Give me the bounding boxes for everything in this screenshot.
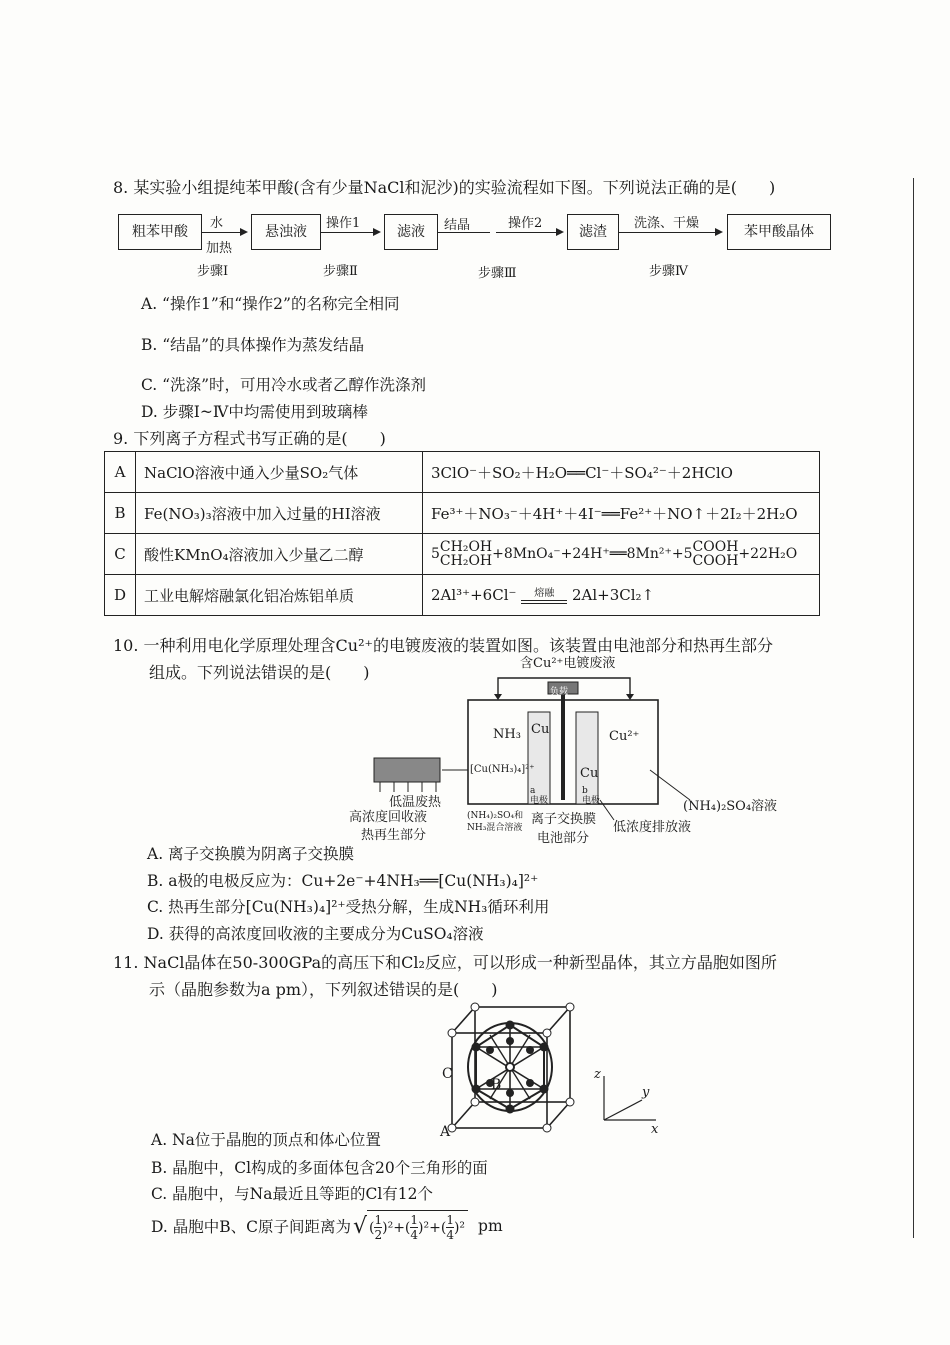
q8-option-c: C. “洗涤”时，可用冷水或者乙醇作洗涤剂 <box>141 376 427 394</box>
label-nh3: NH₃ <box>493 727 521 742</box>
row-equation <box>423 534 820 575</box>
table-row <box>105 534 820 575</box>
flow-step-3: 步骤Ⅲ <box>478 266 517 281</box>
label-low-temp-heat: 低温废热 <box>389 795 442 810</box>
flow-arrow-2 <box>321 232 379 233</box>
q11-option-b: B. 晶胞中，Cl构成的多面体包含20个三角形的面 <box>151 1159 488 1177</box>
row-key: C <box>105 534 136 575</box>
flow-arrow-4 <box>619 232 721 233</box>
fraction-2-den: 4 <box>410 1228 419 1242</box>
flow-box-crystal: 苯甲酸晶体 <box>727 214 831 250</box>
label-discharge: 低浓度排放液 <box>613 820 692 835</box>
flow-label-op1: 操作1 <box>326 216 361 231</box>
axes-svg <box>598 1070 668 1130</box>
q10-option-a: A. 离子交换膜为阴离子交换膜 <box>147 845 355 863</box>
sqrt-radicand: ( $\frac{1}{2}$ )²+( $\frac{1}{4}$ )²+( $\frac{1}{4}$ )² <box>367 1210 468 1242</box>
atom-label-a: A <box>440 1124 451 1140</box>
label-mix-solution: (NH₄)₂SO₄和 NH₃混合溶液 <box>467 811 524 833</box>
eq-oxalic-bottom: COOH <box>692 553 739 569</box>
axis-label-x: x <box>651 1122 659 1137</box>
fraction-3 <box>446 1213 454 1242</box>
table-row <box>105 493 820 534</box>
eq-middle: +8MnO₄⁻+24H⁺══8Mn²⁺+5 <box>492 546 693 562</box>
label-cu-ion: Cu²⁺ <box>609 729 640 744</box>
flow-label-water: 水 <box>210 216 224 231</box>
q10-option-b: B. a极的电极反应为：Cu+2e⁻+4NH₃══[Cu(NH₃)₄]²⁺ <box>147 872 539 890</box>
row-description: Fe(NO₃)₃溶液中加入过量的HI溶液 <box>136 493 423 534</box>
fraction-2 <box>410 1213 418 1242</box>
flow-arrow-3 <box>496 232 562 233</box>
eq-glycol <box>440 540 492 568</box>
flow-box-crude: 粗苯甲酸 <box>118 214 202 250</box>
fraction-1-num: 1 <box>374 1213 383 1227</box>
sqrt-sign: √ <box>352 1213 368 1239</box>
q11-stem-line2: 示（晶胞参数为a pm），下列叙述错误的是( ) <box>149 980 498 999</box>
label-thermal: 热再生部分 <box>361 828 427 843</box>
q8-option-b: B. “结晶”的具体操作为蒸发结晶 <box>141 336 365 354</box>
atom-label-c: C <box>442 1066 453 1082</box>
q8-option-d: D. 步骤Ⅰ~Ⅳ中均需使用到玻璃棒 <box>141 403 368 421</box>
q10-stem-line2: 组成。下列说法错误的是( ) <box>149 663 370 682</box>
label-cu-left: Cu <box>531 722 550 737</box>
flow-box-residue: 滤渣 <box>567 214 619 250</box>
eq-oxalic-top: COOH <box>692 539 739 555</box>
eq-arrow-cond <box>521 589 567 604</box>
eq-coefficient: 5 <box>431 546 440 562</box>
fraction-1 <box>374 1213 382 1242</box>
flow-label-heat: 加热 <box>206 241 233 256</box>
flow-step-2: 步骤Ⅱ <box>323 264 358 279</box>
flow-label-op2: 操作2 <box>508 216 543 231</box>
q11-option-a: A. Na位于晶胞的顶点和体心位置 <box>151 1131 381 1149</box>
fraction-3-den: 4 <box>446 1228 454 1242</box>
row-description: 工业电解熔融氯化铝冶炼铝单质 <box>136 575 423 616</box>
option-d-prefix: D. 晶胞中B、C原子间距离为 <box>151 1218 351 1236</box>
row-description: NaClO溶液中通入少量SO₂气体 <box>136 452 423 493</box>
label-sulfate-solution: (NH₄)₂SO₄溶液 <box>683 799 778 814</box>
q10-option-c: C. 热再生部分[Cu(NH₃)₄]²⁺受热分解，生成NH₃循环利用 <box>147 898 550 916</box>
label-cu-right: Cu <box>580 766 599 781</box>
flow-label-wash-dry: 洗涤、干燥 <box>634 216 700 231</box>
row-equation <box>423 575 820 616</box>
q9-stem: 9. 下列离子方程式书写正确的是( ) <box>113 429 386 448</box>
q9-equation-table <box>104 451 820 616</box>
flow-label-crystallize: 结晶 <box>444 218 471 233</box>
fraction-3-num: 1 <box>446 1213 454 1227</box>
q10-option-d: D. 获得的高浓度回收液的主要成分为CuSO₄溶液 <box>147 925 484 943</box>
flow-step-1: 步骤Ⅰ <box>197 264 229 279</box>
label-load: 负载 <box>550 687 569 697</box>
row-key: B <box>105 493 136 534</box>
label-battery: 电池部分 <box>537 831 590 846</box>
q11-option-d <box>151 1210 503 1242</box>
eq-glycol-top: CH₂OH <box>439 539 493 555</box>
q8-option-a: A. “操作1”和“操作2”的名称完全相同 <box>141 295 400 313</box>
flow-box-suspension: 悬浊液 <box>251 214 321 250</box>
eq-left: 2Al³⁺+6Cl⁻ <box>431 586 517 604</box>
q11-stem-line1: 11. NaCl晶体在50-300GPa的高压下和Cl₂反应，可以形成一种新型晶体，其立方晶胞如图所 <box>113 953 777 972</box>
label-complex: [Cu(NH₃)₄]²⁺ <box>470 764 535 775</box>
label-recovery: 高浓度回收液 <box>349 810 428 825</box>
page-margin-rule <box>913 178 914 1238</box>
table-row <box>105 575 820 616</box>
eq-oxalic <box>693 540 739 568</box>
label-membrane: 离子交换膜 <box>531 812 597 827</box>
fraction-2-num: 1 <box>410 1213 419 1227</box>
option-d-unit: pm <box>478 1217 503 1235</box>
row-equation: Fe³⁺＋NO₃⁻＋4H⁺＋4I⁻══Fe²⁺＋NO↑＋2I₂＋2H₂O <box>423 493 820 534</box>
eq-right: 2Al+3Cl₂↑ <box>571 586 655 604</box>
atom-label-b: B <box>491 1077 502 1093</box>
fraction-1-den: 2 <box>374 1228 383 1242</box>
q11-option-c: C. 晶胞中，与Na最近且等距的Cl有12个 <box>151 1185 434 1203</box>
row-key: D <box>105 575 136 616</box>
q10-stem-line1: 10. 一种利用电化学原理处理含Cu²⁺的电镀废液的装置如图。该装置由电池部分和热再生部分 <box>113 636 773 655</box>
label-b-electrode: b 电极 <box>582 786 601 806</box>
axis-label-y: y <box>642 1085 650 1100</box>
flow-arrow-1 <box>202 232 246 233</box>
eq-glycol-bottom: CH₂OH <box>439 553 493 569</box>
flow-step-4: 步骤Ⅳ <box>649 264 688 279</box>
eq-condition: 熔融 <box>534 587 555 599</box>
row-key: A <box>105 452 136 493</box>
q8-stem: 8. 某实验小组提纯苯甲酸(含有少量NaCl和泥沙)的实验流程如下图。下列说法正确的是( ) <box>113 178 776 197</box>
unit-cell-svg <box>440 995 580 1140</box>
eq-tail: +22H₂O <box>738 546 798 562</box>
row-description: 酸性KMnO₄溶液加入少量乙二醇 <box>136 534 423 575</box>
label-cu-waste: 含Cu²⁺电镀废液 <box>520 656 616 671</box>
label-a-electrode: a 电极 <box>530 786 549 806</box>
row-equation: 3ClO⁻＋SO₂＋H₂O══Cl⁻＋SO₄²⁻＋2HClO <box>423 452 820 493</box>
axis-label-z: z <box>594 1067 601 1082</box>
flow-box-filtrate: 滤液 <box>384 214 438 250</box>
table-row <box>105 452 820 493</box>
